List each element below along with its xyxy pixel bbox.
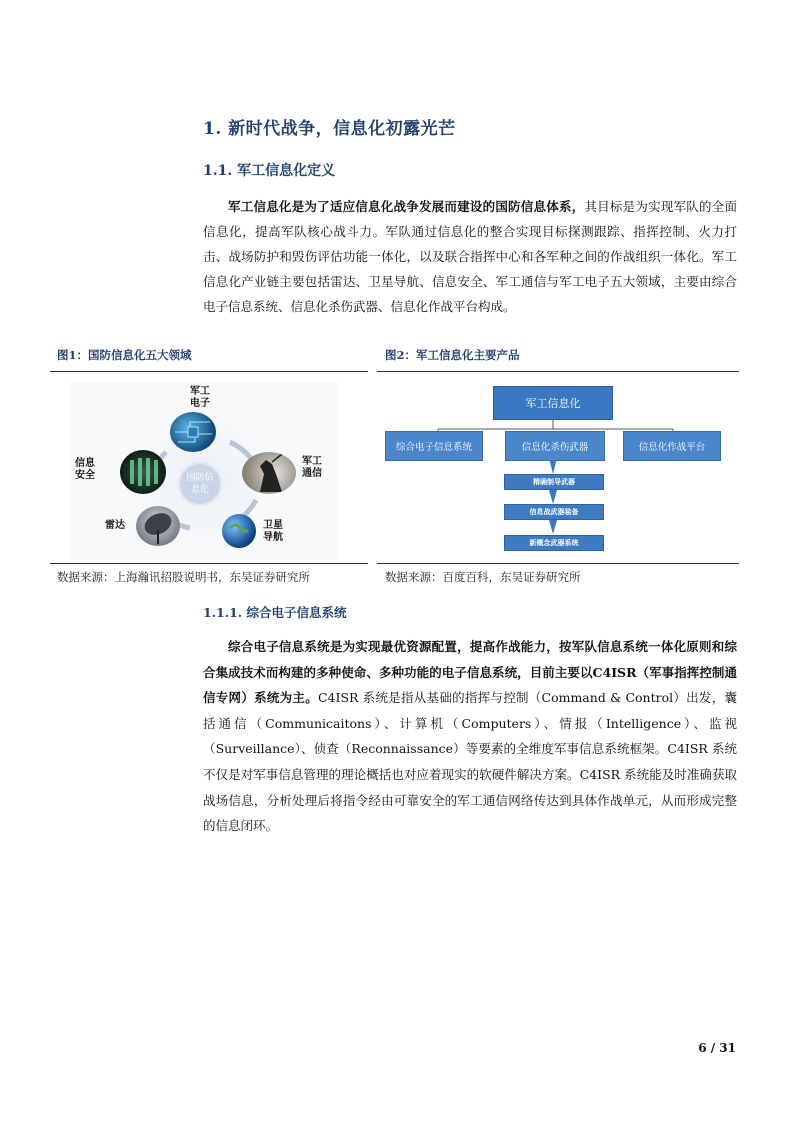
c4isr-paragraph	[203, 634, 737, 839]
earth-satellite-photo	[222, 514, 256, 548]
figure1-diagram	[70, 382, 338, 560]
center-national-defense	[178, 462, 222, 506]
label-satellite-navigation: 卫星 导航	[263, 520, 283, 543]
node-precision-guided-weapons: 精确制导武器	[504, 474, 604, 490]
node-military-informatization: 军工信息化	[493, 386, 613, 420]
section-heading: 1. 新时代战争，信息化初露光芒	[203, 119, 456, 139]
node-information-warfare-equipment: 信息战武器装备	[504, 504, 604, 520]
node-informatized-lethal-weapons: 信息化杀伤武器	[505, 431, 605, 461]
down-arrow-icon	[549, 520, 557, 534]
page-number: 6 / 31	[698, 1041, 736, 1055]
definition-text: 其目标是为实现军队的全面信息化，提高军队核心战斗力。军队通过信息化的整合实现目标探测跟踪、指挥控制、火力打击、战场防护和毁伤评估功能一体化，以及联合指挥中心和各军种之间的作战组织一体化。军工信息化产业链主要包括雷达、卫星导航、信息安全、军工通信与军工电子五大领域，主要由综合电子信息系统、信息化杀伤武器、信息化作战平台构成。	[203, 199, 737, 314]
label-radar: 雷达	[105, 520, 125, 531]
figure1-source: 数据来源：上海瀚讯招股说明书，东吴证券研究所	[57, 570, 310, 584]
label-military-communication: 军工 通信	[302, 456, 322, 479]
figure2-bottom-rule	[377, 563, 739, 564]
c4isr-bold-text: 综合电子信息系统是为实现最优资源配置，提高作战能力，按军队信息系统一体化原则和综合集成技术而构建的多种使命、多种功能的电子信息系统，目前主要以C4ISR（军事指挥控制通信专网）系统为主。	[203, 639, 737, 706]
label-military-electronics: 军工 电子	[190, 386, 210, 409]
node-integrated-electronic-info-system: 综合电子信息系统	[385, 431, 483, 461]
figure2-diagram	[383, 382, 731, 560]
figure2-source: 数据来源：百度百科，东吴证券研究所	[385, 570, 581, 584]
node-new-concept-weapon-systems: 新概念武器系统	[504, 535, 604, 551]
down-arrow-icon	[549, 490, 557, 504]
center-label: 国防信息化	[186, 473, 214, 495]
label-information-security: 信息 安全	[75, 458, 95, 481]
radar-dish-photo	[136, 506, 180, 546]
figure2-top-rule	[377, 371, 739, 372]
circuit-board-photo	[170, 412, 216, 452]
subsection-heading: 1.1. 军工信息化定义	[203, 163, 336, 179]
server-room-photo	[120, 450, 166, 494]
soldier-radio-photo	[242, 452, 296, 494]
subsubsection-heading: 1.1.1. 综合电子信息系统	[203, 605, 347, 620]
definition-paragraph	[203, 194, 737, 319]
node-informatized-combat-platform: 信息化作战平台	[623, 431, 721, 461]
definition-bold-text: 军工信息化是为了适应信息化战争发展而建设的国防信息体系，	[228, 199, 585, 214]
c4isr-text: C4ISR 系统是指从基础的指挥与控制（Command & Control）出发，囊括通信（Communicaitons）、计算机（Computers）、情报（Intelligence）、监视（Surveillance）、侦查（Reconnaissance）等要素的全维度军事信息系统框架。C4ISR 系统不仅是对军事信息管理的理论概括也对应着现实的软硬件解决方案。C4ISR 系统能及时准确获取战场信息，分析处理后将指令经由可靠安全的军工通信网络传达到具体作战单元，从而形成完整的信息闭环。	[203, 690, 737, 834]
figure1-bottom-rule	[50, 563, 368, 564]
figure2-title: 图2：军工信息化主要产品	[385, 348, 520, 362]
figure1-top-rule	[50, 371, 368, 372]
figure1-title: 图1：国防信息化五大领域	[57, 348, 192, 362]
